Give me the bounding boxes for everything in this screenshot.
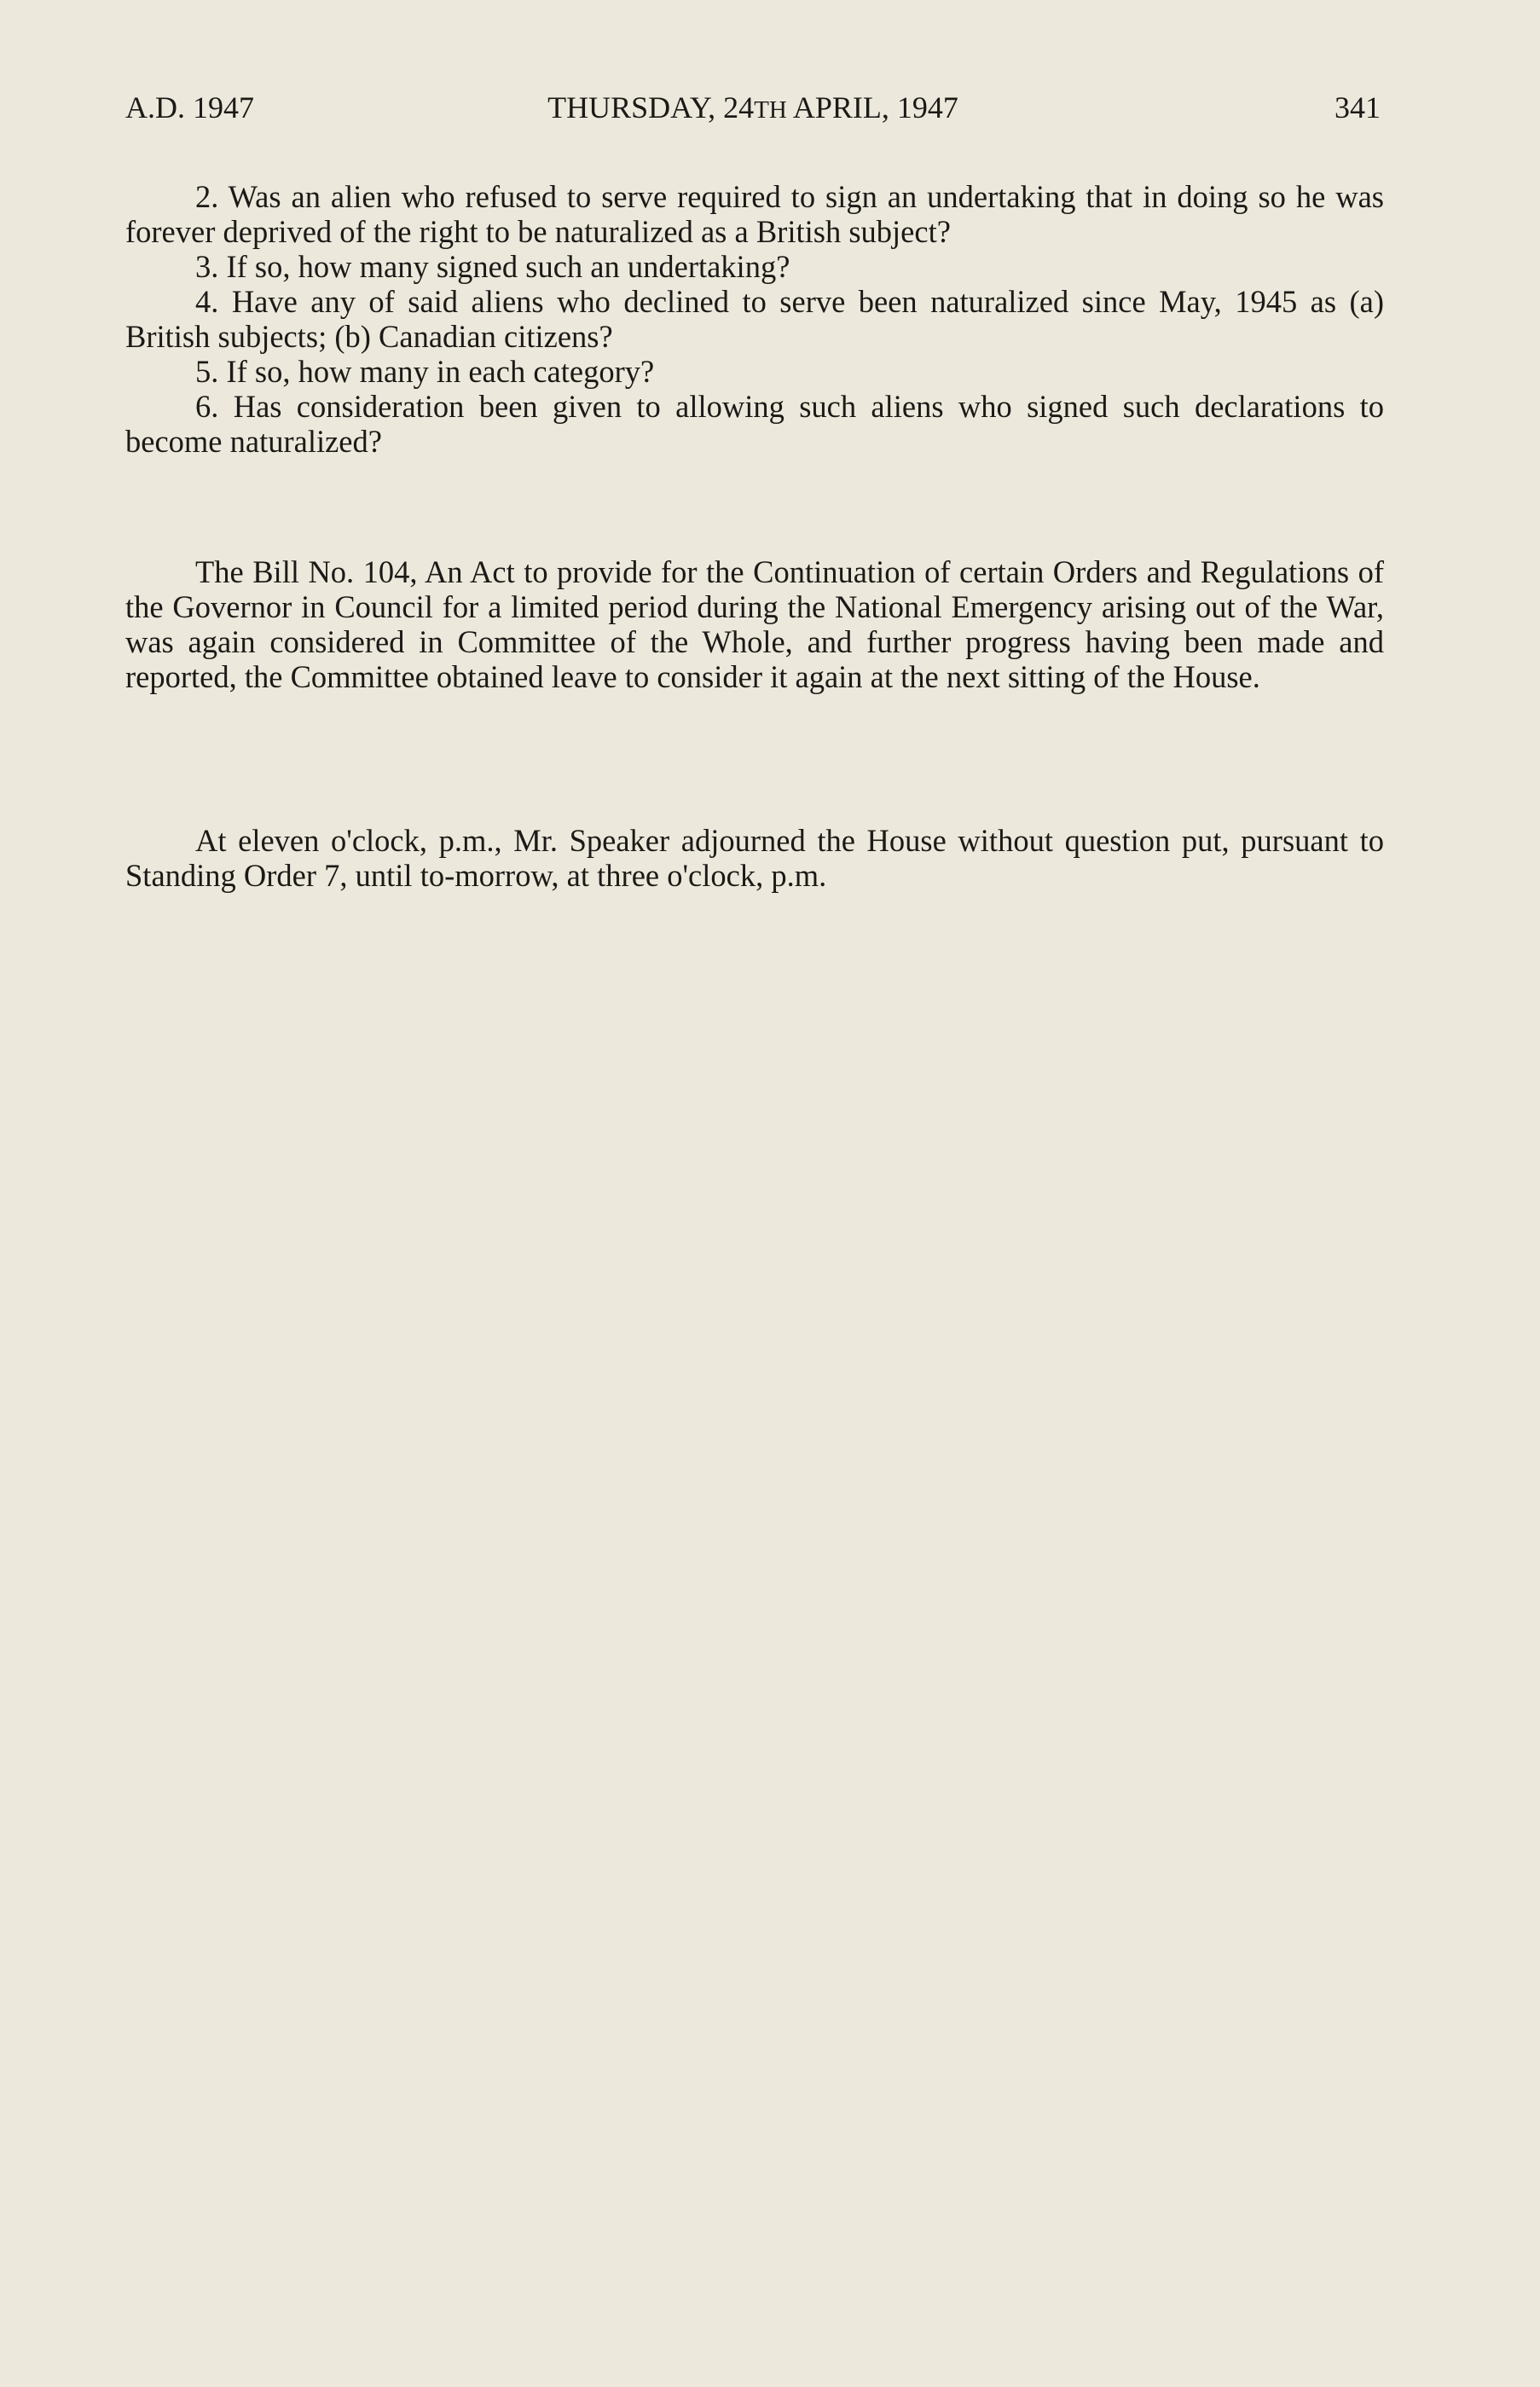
header-year: A.D. 1947	[125, 90, 254, 125]
adjournment-paragraph: At eleven o'clock, p.m., Mr. Speaker adjourned the House without question put, pursuant to Standing Order 7, until to-morrow, at three o'clock, p.m.	[125, 823, 1384, 893]
bill-paragraph: The Bill No. 104, An Act to provide for the Continuation of certain Orders and Regulations of the Governor in Council for a limited period during the National Emergency arising out of the War, was again considered in Committee of the Whole, and further progress having been made and reported, the Committee obtained leave to consider it again at the next sitting of the House.	[125, 554, 1384, 694]
question-item: 6. Has consideration been given to allowing such aliens who signed such declarations to become naturalized?	[125, 389, 1384, 459]
page-number: 341	[1334, 90, 1381, 125]
question-item: 5. If so, how many in each category?	[195, 354, 655, 389]
header-date-day: THURSDAY, 24	[547, 90, 755, 125]
question-list	[125, 179, 1384, 459]
question-item: 4. Have any of said aliens who declined to serve been naturalized since May, 1945 as (a) British subjects; (b) Canadian citizens?	[125, 284, 1384, 354]
bill-section	[125, 554, 1384, 694]
running-head	[125, 82, 1381, 133]
header-date	[125, 82, 1381, 136]
header-date-month-year: APRIL, 1947	[786, 90, 958, 125]
question-item: 3. If so, how many signed such an undertaking?	[195, 249, 790, 284]
question-item: 2. Was an alien who refused to serve required to sign an undertaking that in doing so he was forever deprived of the right to be naturalized as a British subject?	[125, 179, 1384, 249]
adjournment-section	[125, 823, 1384, 893]
header-date-ordinal: TH	[754, 96, 787, 124]
